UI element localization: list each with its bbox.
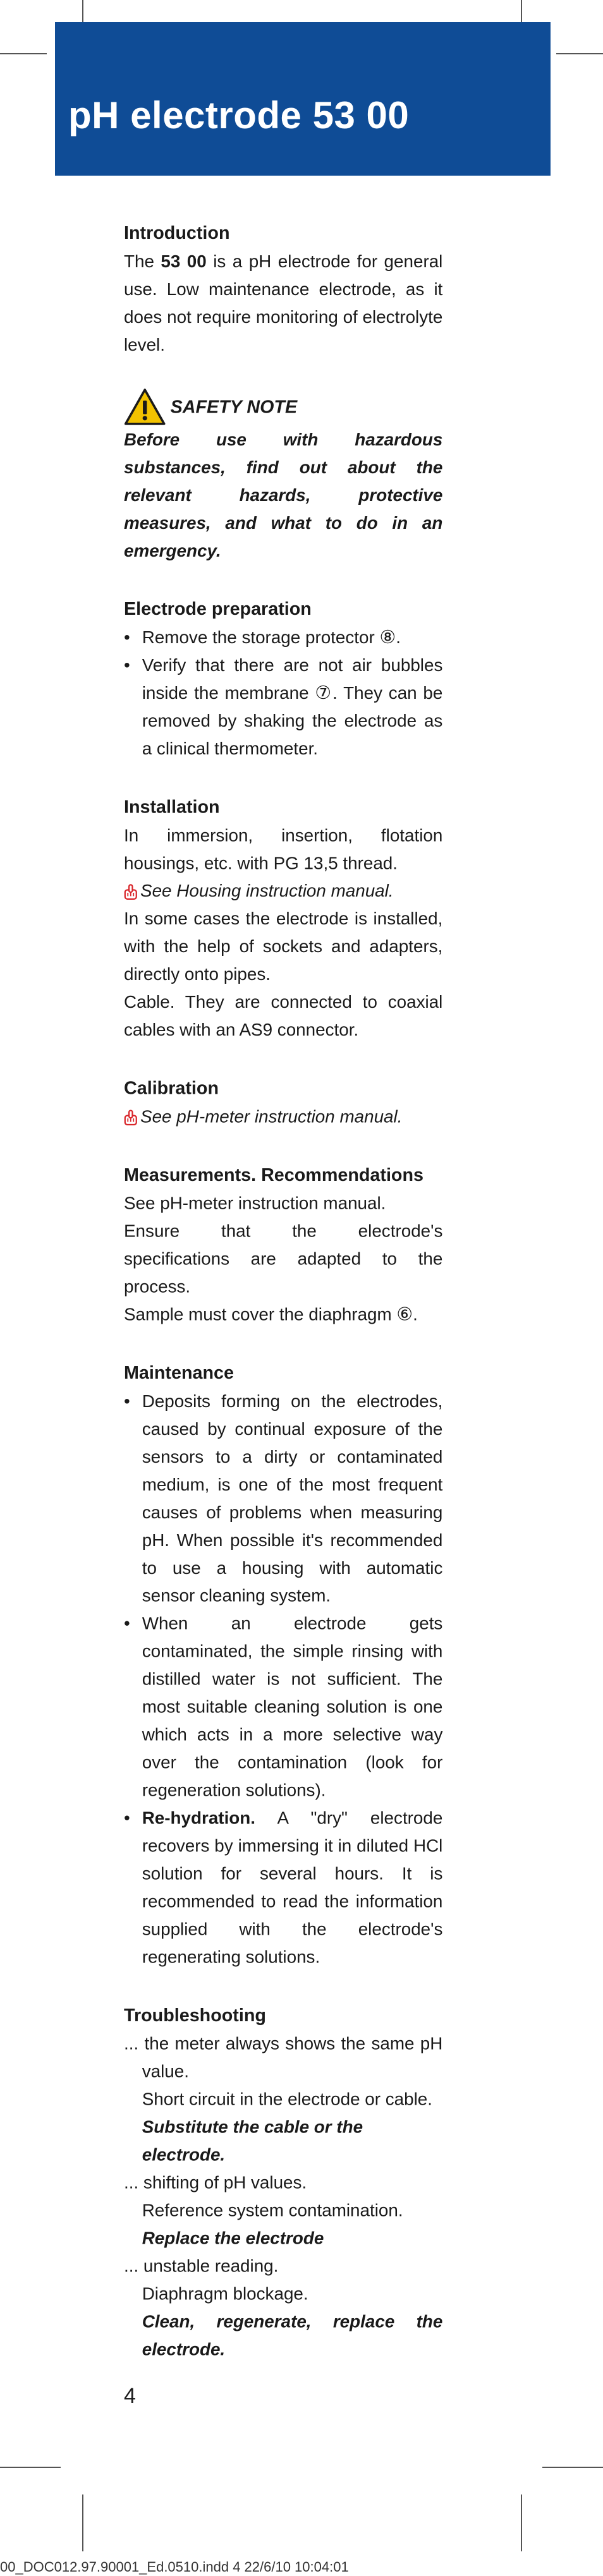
cause: Short circuit in the electrode or cable. xyxy=(142,2089,432,2109)
cable-text: . They are connected to coaxial cables with an AS9 connector. xyxy=(124,992,443,1040)
crop-mark xyxy=(82,2494,83,2551)
model-number: 53 00 xyxy=(161,251,207,272)
prep-bullet-2-end: . They can be removed by shaking the electrode as a clinical thermometer. xyxy=(142,682,443,759)
install-reference-text: See Housing instruction manual. xyxy=(140,881,394,901)
callout-number: ⑦ xyxy=(315,682,333,704)
callout-number: ⑥ xyxy=(396,1303,413,1325)
crop-mark xyxy=(556,53,603,54)
maintenance-heading: Maintenance xyxy=(124,1362,234,1383)
troubleshooting-item xyxy=(124,2029,442,2168)
list-item xyxy=(124,651,442,763)
symptom: ... unstable reading. xyxy=(124,2256,279,2276)
safety-title: SAFETY NOTE xyxy=(170,396,298,417)
calibration-section xyxy=(124,1073,442,1130)
install-cable-text xyxy=(124,988,442,1044)
crop-mark xyxy=(0,53,47,54)
prep-heading: Electrode preparation xyxy=(124,598,312,619)
crop-mark xyxy=(521,2494,522,2551)
measure-text-3a: Sample must cover the diaphragm xyxy=(124,1304,397,1324)
install-section xyxy=(124,792,442,1043)
maintenance-section xyxy=(124,1358,442,1971)
page-number: 4 xyxy=(124,2384,136,2408)
list-item xyxy=(124,1804,442,1971)
measure-text-2: Ensure that the electrode's specifications are adapted to the process. xyxy=(124,1221,443,1297)
prep-bullet-2-text: Verify that there are not air bubbles inside the membrane xyxy=(142,655,443,703)
list-item xyxy=(124,624,442,651)
install-text-2: In some cases the electrode is installed, with the help of sockets and adapters, directly onto pipes. xyxy=(124,909,443,984)
install-reference xyxy=(124,877,442,905)
install-heading: Installation xyxy=(124,796,220,817)
install-text-1: In immersion, insertion, flotation housings, etc. with PG 13,5 thread. xyxy=(124,825,443,873)
intro-text xyxy=(124,248,442,359)
symptom: ... shifting of pH values. xyxy=(124,2172,307,2192)
safety-section xyxy=(124,388,442,564)
measure-text-3-end: . xyxy=(413,1304,418,1324)
intro-text-c: is a pH electrode for general use. Low maintenance electrode, as it does not require monitoring of electrolyte level. xyxy=(124,251,443,355)
page-title: pH electrode 53 00 xyxy=(68,94,410,136)
safety-text: Before use with hazardous substances, find out about the relevant hazards, protective measures, and what to do in an emergency. xyxy=(124,429,443,561)
pointing-hand-icon xyxy=(124,1110,138,1127)
prep-section xyxy=(124,594,442,763)
measure-section xyxy=(124,1160,442,1329)
intro-text-a: The xyxy=(124,251,161,272)
safety-title-row xyxy=(124,388,442,425)
troubleshooting-item xyxy=(124,2168,442,2252)
troubleshooting-item xyxy=(124,2252,442,2363)
list-item: • When an electrode gets contaminated, the simple rinsing with distilled water is not sufficient. The most suitable cleaning solution is one which acts in a more selective way over the contamination (look for regeneration solutions). xyxy=(124,1609,442,1804)
remedy: Substitute the cable or the electrode. xyxy=(142,2117,363,2165)
measure-heading: Measurements. Recommendations xyxy=(124,1164,423,1185)
remedy: Replace the electrode xyxy=(142,2228,324,2248)
crop-mark xyxy=(0,2467,61,2468)
rehydration-text: A "dry" electrode recovers by immersing it in diluted HCl solution for several hours. It is recommended to read the information supplied with the electrode's regenerating solutions. xyxy=(142,1808,443,1967)
remedy: Clean, regenerate, replace the electrode. xyxy=(142,2311,443,2359)
crop-mark xyxy=(542,2467,603,2468)
callout-number: ⑧ xyxy=(379,626,396,648)
intro-heading: Introduction xyxy=(124,222,230,243)
calibration-heading: Calibration xyxy=(124,1077,219,1098)
print-slug: 00_DOC012.97.90001_Ed.0510.indd 4 22/6/10 10:04:01 xyxy=(0,2559,349,2575)
prep-bullet-1-text: Remove the storage protector xyxy=(142,627,380,648)
pointing-hand-icon xyxy=(124,883,138,900)
document-body xyxy=(124,218,442,2363)
intro-section xyxy=(124,218,442,359)
calibration-reference-text: See pH-meter instruction manual. xyxy=(140,1106,403,1127)
cause: Diaphragm blockage. xyxy=(142,2283,308,2304)
rehydration-label: Re-hydration. xyxy=(142,1808,256,1828)
measure-text-3 xyxy=(124,1300,442,1328)
cause: Reference system contamination. xyxy=(142,2200,403,2220)
symptom: ... the meter always shows the same pH value. xyxy=(124,2033,443,2081)
warning-icon xyxy=(124,388,166,425)
troubleshooting-section xyxy=(124,2000,442,2363)
list-item: • Deposits forming on the electrodes, caused by continual exposure of the sensors to a dirty or contaminated medium, is one of the most frequent causes of problems when measuring pH. When possible it's recommended to use a housing with automatic sensor cleaning system. xyxy=(124,1388,442,1610)
measure-text-1: See pH-meter instruction manual. xyxy=(124,1193,386,1213)
cable-label: Cable xyxy=(124,992,170,1012)
troubleshooting-heading: Troubleshooting xyxy=(124,2004,266,2026)
prep-bullet-1-end: . xyxy=(396,627,401,648)
calibration-reference xyxy=(124,1103,442,1130)
